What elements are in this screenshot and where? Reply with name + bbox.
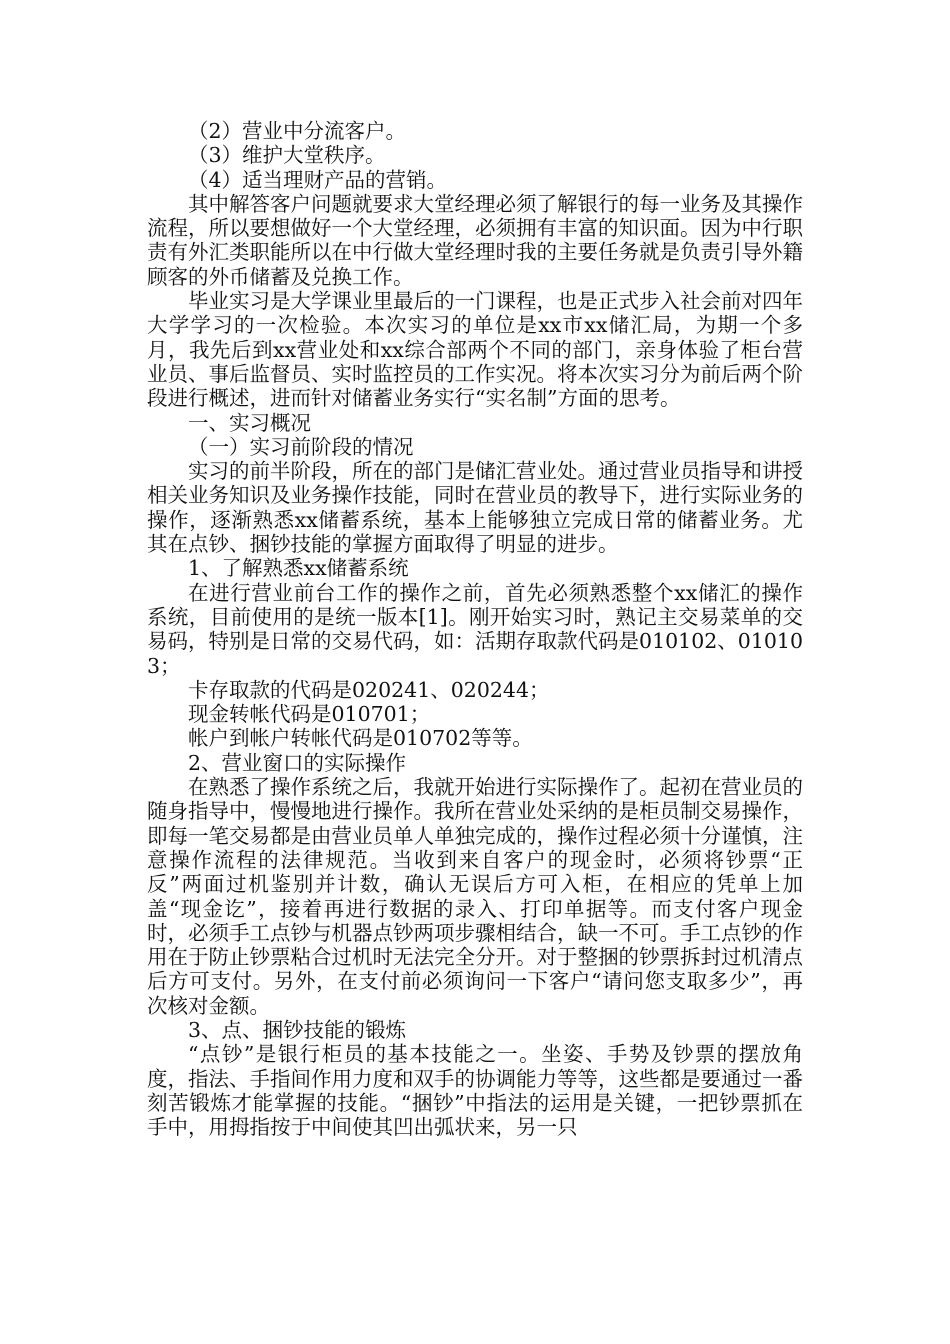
subheading-system: 1、了解熟悉xx储蓄系统 bbox=[188, 556, 409, 581]
subheading-window: 2、营业窗口的实际操作 bbox=[188, 750, 407, 775]
paragraph-system: 在进行营业前台工作的操作之前，首先必须熟悉整个xx储汇的操作系统，目前使用的是统一版本[1]。刚开始实习时，熟记主交易菜单的交易码，特别是日常的交易代码，如：活期存取款代码是010102、010103； bbox=[147, 580, 803, 678]
section-heading-overview: 一、实习概况 bbox=[188, 410, 311, 435]
paragraph-lobby-manager: 其中解答客户问题就要求大堂经理必须了解银行的每一业务及其操作流程，所以要想做好一个大堂经理，必须拥有丰富的知识面。因为中行职责有外汇类职能所以在中行做大堂经理时我的主要任务就是负责引导外籍顾客的外币储蓄及兑换工作。 bbox=[147, 191, 803, 289]
list-item-2: （2）营业中分流客户。 bbox=[188, 119, 407, 143]
paragraph-window: 在熟悉了操作系统之后，我就开始进行实际操作了。起初在营业员的随身指导中，慢慢地进行操作。我所在营业处采纳的是柜员制交易操作，即每一笔交易都是由营业员单人单独完成的，操作过程必须十分谨慎，注意操作流程的法律规范。当收到来自客户的现金时，必须将钞票“正反”两面过机鉴别并计数，确认无误后方可入柜，在相应的凭单上加盖“现金讫”，接着再进行数据的录入、打印单据等。而支付客户现金时，必须手工点钞与机器点钞两项步骤相结合，缺一不可。手工点钞的作用在于防止钞票粘合过机时无法完全分开。对于整捆的钞票拆封过机清点后方可支付。另外，在支付前必须询问一下客户“请问您支取多少”，再次核对金额。 bbox=[147, 775, 803, 1018]
document-page bbox=[147, 119, 803, 1139]
paragraph-counting: “点钞”是银行柜员的基本技能之一。坐姿、手势及钞票的摆放角度，指法、手指间作用力度和双手的协调能力等等，这些都是要通过一番刻苦锻炼才能掌握的技能。“捆钞”中指法的运用是关键，一把钞票抓在手中，用拇指按于中间使其凹出弧状来，另一只 bbox=[147, 1042, 803, 1140]
list-item-3: （3）维护大堂秩序。 bbox=[188, 143, 386, 168]
code-line-cash-transfer: 现金转帐代码是010701； bbox=[188, 702, 431, 727]
list-item-4: （4）适当理财产品的营销。 bbox=[188, 167, 448, 192]
paragraph-internship-intro: 毕业实习是大学课业里最后的一门课程，也是正式步入社会前对四年大学学习的一次检验。本次实习的单位是xx市xx储汇局，为期一个多月，我先后到xx营业处和xx综合部两个不同的部门，亲身体验了柜台营业员、事后监督员、实时监控员的工作实况。将本次实习分为前后两个阶段进行概述，进而针对储蓄业务实行“实名制”方面的思考。 bbox=[147, 289, 803, 411]
code-line-card: 卡存取款的代码是020241、020244； bbox=[188, 677, 550, 702]
subheading-counting: 3、点、捆钞技能的锻炼 bbox=[188, 1017, 407, 1042]
paragraph-first-half: 实习的前半阶段，所在的部门是储汇营业处。通过营业员指导和讲授相关业务知识及业务操作技能，同时在营业员的教导下，进行实际业务的操作，逐渐熟悉xx储蓄系统，基本上能够独立完成日常的储蓄业务。尤其在点钞、捆钞技能的掌握方面取得了明显的进步。 bbox=[147, 459, 803, 557]
subsection-heading-first-stage: （一）实习前阶段的情况 bbox=[188, 434, 414, 459]
code-line-account-transfer: 帐户到帐户转帐代码是010702等等。 bbox=[188, 726, 533, 751]
